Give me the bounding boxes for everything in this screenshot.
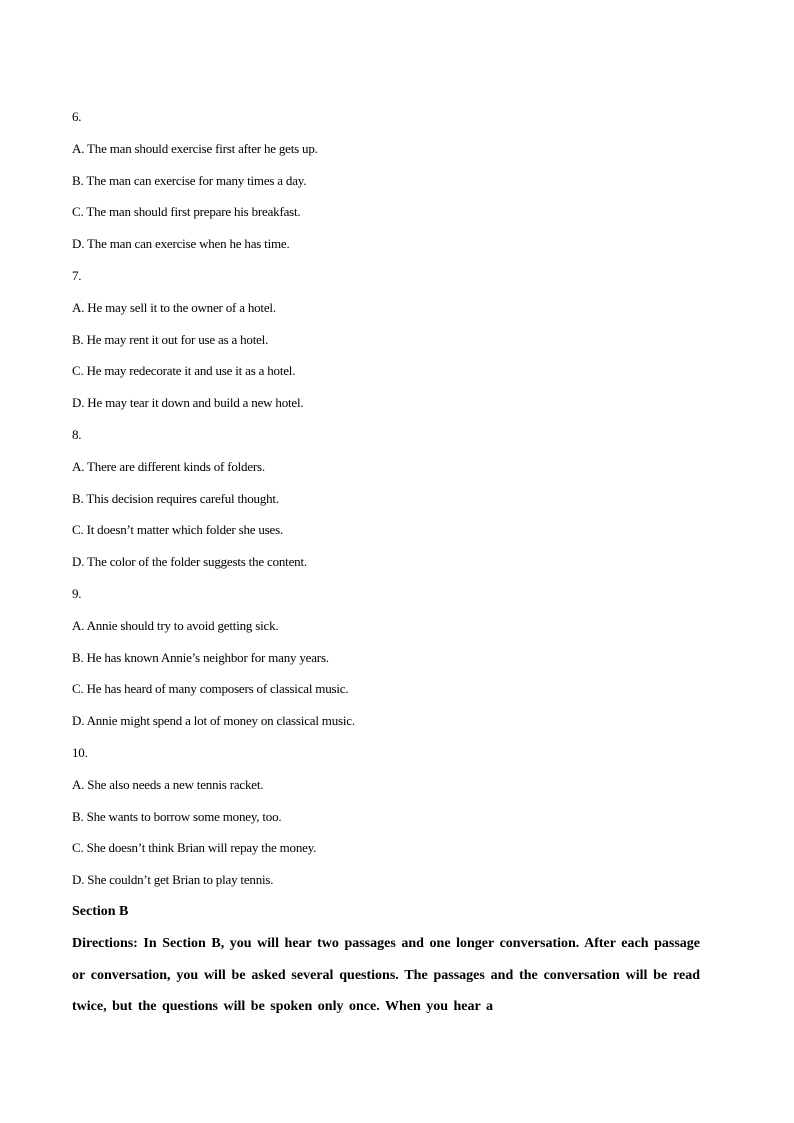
answer-option: C. He may redecorate it and use it as a hotel. — [72, 363, 296, 379]
answer-option: A. There are different kinds of folders. — [72, 458, 265, 474]
question-number: 6. — [72, 109, 82, 124]
question-number: 9. — [72, 585, 82, 601]
answer-option: C. She doesn’t think Brian will repay the money. — [72, 840, 317, 856]
answer-option: C. He has heard of many composers of classical music. — [72, 681, 349, 697]
question-number: 8. — [72, 426, 82, 442]
answer-option: B. She wants to borrow some money, too. — [72, 808, 282, 824]
section-b-title: Section B — [72, 903, 129, 919]
answer-option: D. He may tear it down and build a new hotel. — [72, 395, 304, 411]
answer-option: B. He may rent it out for use as a hotel. — [72, 331, 269, 347]
answer-option: A. The man should exercise first after he gets up. — [72, 140, 318, 156]
answer-option: C. It doesn’t matter which folder she uses. — [72, 522, 284, 538]
questions-list — [72, 101, 712, 896]
answer-option: D. Annie might spend a lot of money on classical music. — [72, 713, 355, 729]
answer-option: D. The color of the folder suggests the content. — [72, 554, 307, 570]
answer-option: B. This decision requires careful thought. — [72, 490, 279, 506]
section-b-directions: Directions: In Section B, you will hear two passages and one longer conversation. After each passage or conversation, you will be asked several questions. The passages and the conversation will be read twice, but the questions will be spoken only once. When you hear a — [72, 935, 700, 1015]
answer-option: D. She couldn’t get Brian to play tennis. — [72, 872, 274, 888]
answer-option: C. The man should first prepare his breakfast. — [72, 204, 301, 220]
answer-option: D. The man can exercise when he has time. — [72, 236, 290, 252]
answer-option: B. The man can exercise for many times a day. — [72, 172, 307, 188]
question-number: 10. — [72, 744, 88, 760]
answer-option: A. Annie should try to avoid getting sick. — [72, 617, 279, 633]
answer-option: A. He may sell it to the owner of a hotel. — [72, 299, 276, 315]
answer-option: B. He has known Annie’s neighbor for many years. — [72, 649, 329, 665]
answer-option: A. She also needs a new tennis racket. — [72, 776, 264, 792]
question-number: 7. — [72, 267, 82, 283]
document-page — [72, 101, 712, 1023]
